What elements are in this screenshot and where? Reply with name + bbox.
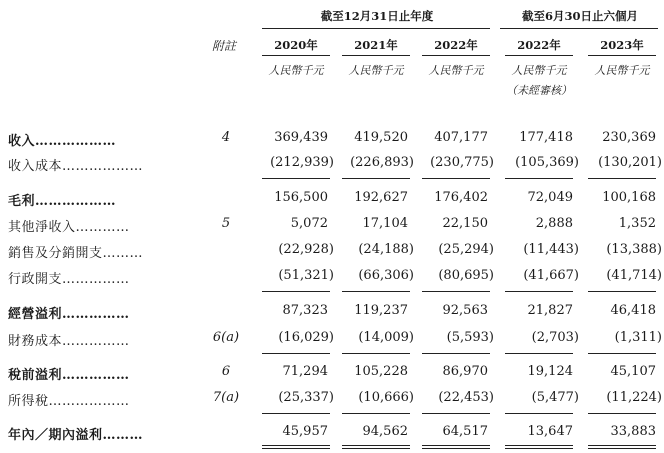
- cell-value: 2,888: [535, 216, 573, 231]
- year-header-2023-half: 2023年: [600, 38, 644, 52]
- subtotal-rule: [262, 413, 330, 414]
- row-label: 年內／期內溢利………: [8, 428, 144, 443]
- cell-value: (5,593): [446, 330, 494, 345]
- total-double-rule: [262, 445, 330, 449]
- unit-label-2: 人民幣千元: [348, 64, 404, 77]
- row-label: 銷售及分銷開支………: [8, 246, 144, 261]
- year-rule-5: [588, 55, 656, 56]
- year-header-2020: 2020年: [274, 38, 318, 52]
- cell-value: (41,714): [606, 268, 662, 283]
- subtotal-rule: [588, 353, 656, 354]
- cell-value: 64,517: [442, 424, 488, 439]
- subtotal-rule: [342, 178, 410, 179]
- header-annual-rule: [262, 28, 490, 29]
- subtotal-rule: [342, 353, 410, 354]
- cell-value: 21,827: [527, 303, 573, 318]
- row-note: 6: [221, 364, 231, 379]
- year-rule-3: [422, 55, 490, 56]
- note-column-header: 附註: [212, 39, 237, 53]
- row-note: 7(a): [212, 390, 240, 405]
- unit-label-3: 人民幣千元: [428, 64, 484, 77]
- cell-value: (80,695): [438, 268, 494, 283]
- total-double-rule: [588, 445, 656, 449]
- cell-value: (25,337): [278, 390, 334, 405]
- subtotal-rule: [422, 353, 490, 354]
- subtotal-rule: [342, 291, 410, 292]
- cell-value: (41,667): [523, 268, 579, 283]
- cell-value: 19,124: [527, 364, 573, 379]
- subtotal-rule: [588, 178, 656, 179]
- cell-value: (14,009): [358, 330, 414, 345]
- row-note: 6(a): [212, 330, 240, 345]
- cell-value: 100,168: [602, 190, 656, 205]
- cell-value: (13,388): [606, 242, 662, 257]
- subtotal-rule: [422, 291, 490, 292]
- cell-value: 13,647: [527, 424, 573, 439]
- cell-value: 86,970: [442, 364, 488, 379]
- cell-value: 1,352: [618, 216, 656, 231]
- cell-value: (22,928): [278, 242, 334, 257]
- cell-value: (66,306): [358, 268, 414, 283]
- cell-value: 230,369: [602, 130, 656, 145]
- cell-value: 22,150: [442, 216, 488, 231]
- cell-value: 105,228: [354, 364, 408, 379]
- cell-value: 94,562: [362, 424, 408, 439]
- cell-value: 33,883: [610, 424, 656, 439]
- row-label: 行政開支……………: [8, 272, 130, 287]
- total-double-rule: [422, 445, 490, 449]
- cell-value: 419,520: [354, 130, 408, 145]
- row-label: 毛利………………: [8, 194, 117, 209]
- row-label: 財務成本……………: [8, 334, 130, 349]
- cell-value: 71,294: [282, 364, 328, 379]
- cell-value: (11,224): [606, 390, 662, 405]
- subtotal-rule: [342, 413, 410, 414]
- cell-value: 156,500: [274, 190, 328, 205]
- cell-value: 5,072: [290, 216, 328, 231]
- total-double-rule: [505, 445, 573, 449]
- cell-value: (10,666): [358, 390, 414, 405]
- cell-value: (212,939): [270, 155, 334, 170]
- cell-value: (105,369): [515, 155, 579, 170]
- cell-value: 119,237: [354, 303, 408, 318]
- row-label: 其他淨收入…………: [8, 220, 130, 235]
- subtotal-rule: [262, 291, 330, 292]
- year-rule-1: [262, 55, 330, 56]
- row-label: 收入成本………………: [8, 159, 144, 174]
- row-note: 4: [221, 130, 231, 145]
- cell-value: 176,402: [434, 190, 488, 205]
- unit-label-5: 人民幣千元: [594, 64, 650, 77]
- subtotal-rule: [505, 178, 573, 179]
- cell-value: (11,443): [523, 242, 579, 257]
- cell-value: 192,627: [354, 190, 408, 205]
- subtotal-rule: [262, 353, 330, 354]
- subtotal-rule: [505, 291, 573, 292]
- header-six-month-period: 截至6月30日止六個月: [521, 9, 638, 23]
- cell-value: 45,107: [610, 364, 656, 379]
- cell-value: 369,439: [274, 130, 328, 145]
- total-double-rule: [342, 445, 410, 449]
- cell-value: (130,201): [598, 155, 662, 170]
- subtotal-rule: [588, 291, 656, 292]
- cell-value: (5,477): [531, 390, 579, 405]
- cell-value: 407,177: [434, 130, 488, 145]
- cell-value: (24,188): [358, 242, 414, 257]
- year-rule-4: [505, 55, 573, 56]
- cell-value: 72,049: [527, 190, 573, 205]
- cell-value: (1,311): [614, 330, 662, 345]
- cell-value: 87,323: [282, 303, 328, 318]
- subtotal-rule: [422, 413, 490, 414]
- cell-value: (51,321): [278, 268, 334, 283]
- cell-value: (22,453): [438, 390, 494, 405]
- row-note: 5: [221, 216, 231, 231]
- cell-value: 177,418: [519, 130, 573, 145]
- row-label: 經營溢利……………: [8, 307, 130, 322]
- year-header-2021: 2021年: [354, 38, 398, 52]
- header-six-month-rule: [500, 28, 658, 29]
- row-label: 收入………………: [8, 134, 117, 149]
- subtotal-rule: [505, 353, 573, 354]
- cell-value: (226,893): [350, 155, 414, 170]
- row-label: 稅前溢利……………: [8, 368, 130, 383]
- year-rule-2: [342, 55, 410, 56]
- subtotal-rule: [505, 413, 573, 414]
- year-header-2022: 2022年: [434, 38, 478, 52]
- row-label: 所得稅………………: [8, 394, 130, 409]
- cell-value: (25,294): [438, 242, 494, 257]
- header-annual-period: 截至12月31日止年度: [320, 9, 434, 23]
- cell-value: (230,775): [430, 155, 494, 170]
- cell-value: 92,563: [442, 303, 488, 318]
- subtotal-rule: [422, 178, 490, 179]
- year-header-2022-half: 2022年: [517, 38, 561, 52]
- cell-value: 46,418: [610, 303, 656, 318]
- unit-label-1: 人民幣千元: [268, 64, 324, 77]
- cell-value: 45,957: [282, 424, 328, 439]
- unaudited-label: （未經審核）: [506, 84, 572, 97]
- cell-value: (2,703): [531, 330, 579, 345]
- subtotal-rule: [262, 178, 330, 179]
- cell-value: 17,104: [362, 216, 408, 231]
- subtotal-rule: [588, 413, 656, 414]
- unit-label-4: 人民幣千元: [511, 64, 567, 77]
- cell-value: (16,029): [278, 330, 334, 345]
